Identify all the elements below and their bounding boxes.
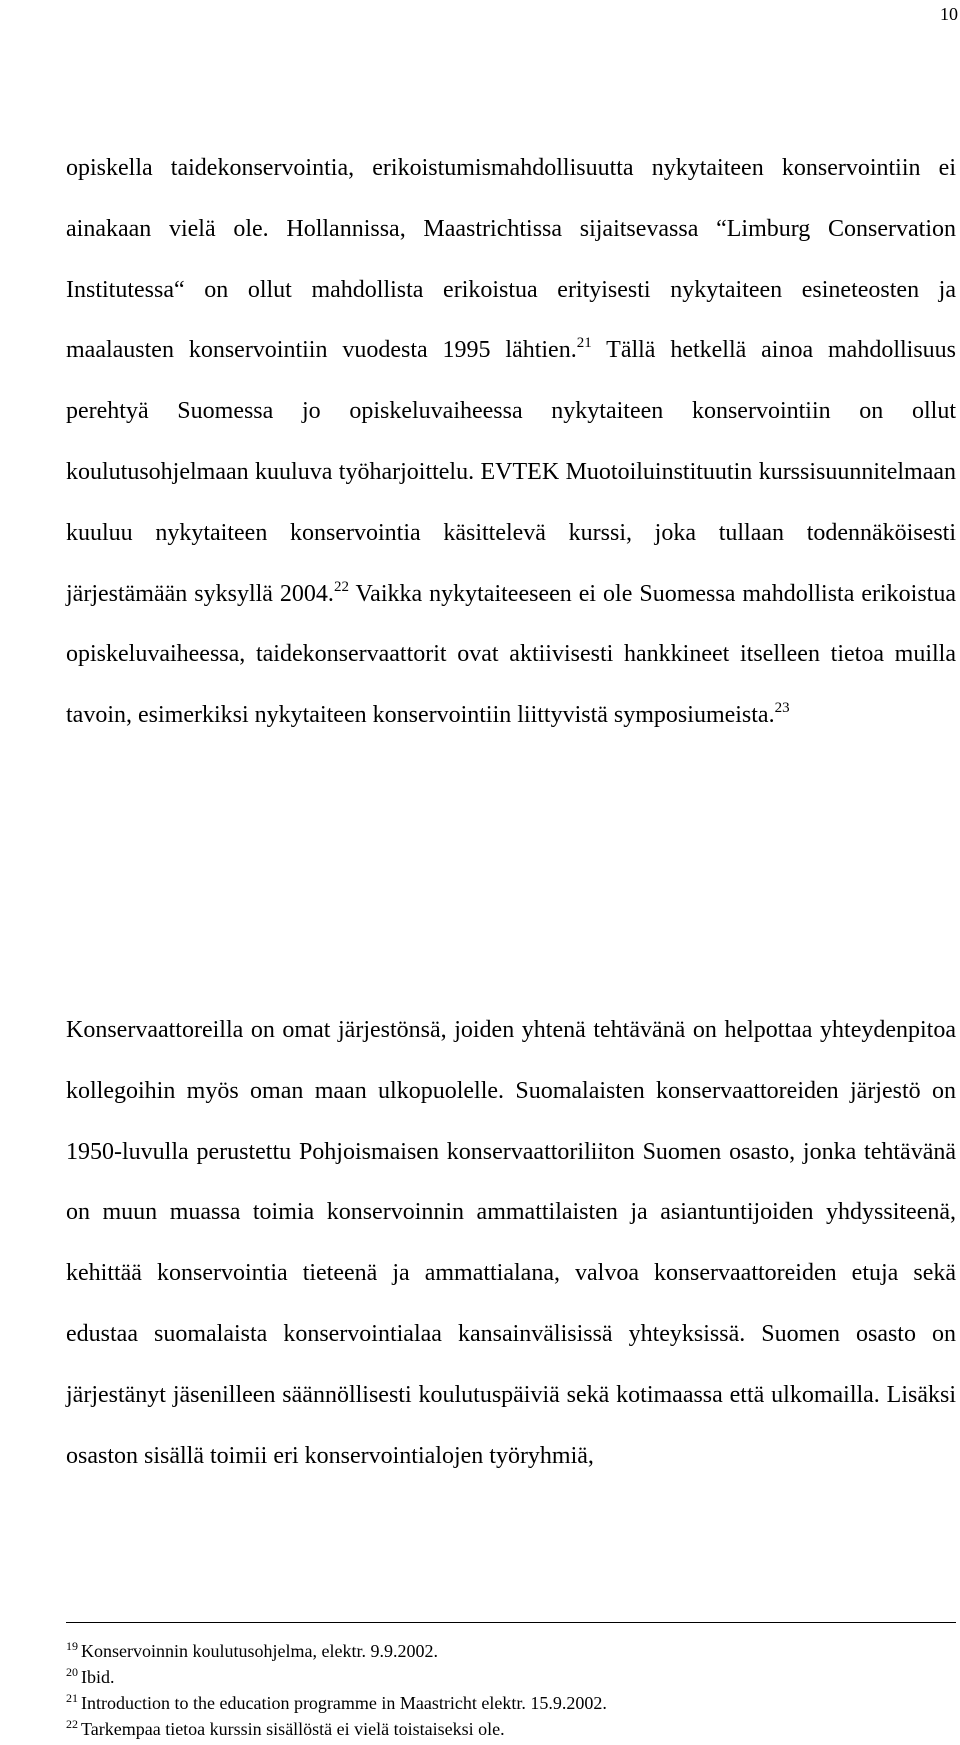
page-number: 10	[940, 4, 958, 24]
paragraph-text: Tällä hetkellä ainoa mahdollisuus perehtyä Suomessa jo opiskeluvaiheessa nykytaiteen konservointiin on ollut koulutusohjelmaan kuuluva työharjoittelu. EVTEK Muotoiluinstituutin kurssisuunnitelmaan kuuluu nykytaiteen konservointia käsittelevä kurssi, joka tullaan todennäköisesti järjestämään syksyllä 2004.	[66, 337, 956, 607]
footnote-number: 22	[66, 1717, 78, 1731]
footnote-reference[interactable]: 21	[576, 335, 592, 352]
body-paragraph-2	[66, 1000, 956, 1486]
footnote-reference[interactable]: 22	[333, 578, 349, 595]
footnotes-section	[66, 1638, 956, 1742]
footnote-number: 20	[66, 1665, 78, 1679]
footnote-text: Introduction to the education programme in Maastricht elektr. 15.9.2002.	[81, 1693, 607, 1713]
footnote-text: Tarkempaa tietoa kurssin sisällöstä ei vielä toistaiseksi ole.	[81, 1719, 505, 1739]
paragraph-text: Vaikka nykytaiteeseen ei ole Suomessa mahdollista erikoistua opiskeluvaiheessa, taidekonservaattorit ovat aktiivisesti hankkineet itselleen tietoa muilla tavoin, esimerkiksi nykytaiteen konservointiin liittyvistä symposiumeista.	[66, 580, 956, 729]
footnote-separator	[66, 1622, 956, 1623]
footnote-text: Ibid.	[81, 1667, 115, 1687]
paragraph-text: opiskella taidekonservointia, erikoistumismahdollisuutta nykytaiteen konservointiin ei ainakaan vielä ole. Hollannissa, Maastrichtissa sijaitsevassa “Limburg Conservation Institutessa“ on ollut mahdollista erikoistua erityisesti nykytaiteen esineteosten ja maalausten konservointiin vuodesta 1995 lähtien.	[66, 155, 956, 364]
footnote-item	[66, 1664, 956, 1690]
body-paragraph-1	[66, 138, 956, 746]
footnote-item	[66, 1638, 956, 1664]
footnote-text: Konservoinnin koulutusohjelma, elektr. 9.9.2002.	[81, 1641, 438, 1661]
footnote-item	[66, 1690, 956, 1716]
footnote-item	[66, 1716, 956, 1742]
paragraph-text: Konservaattoreilla on omat järjestönsä, joiden yhtenä tehtävänä on helpottaa yhteydenpitoa kollegoihin myös oman maan ulkopuolelle. Suomalaisten konservaattoreiden järjestö on 1950-luvulla perustettu Pohjoismaisen konservaattoriliiton Suomen osasto, jonka tehtävänä on muun muassa toimia konservoinnin ammattilaisten ja asiantuntijoiden yhdyssiteenä, kehittää konservointia tieteenä ja ammattialana, valvoa konservaattoreiden etuja sekä edustaa suomalaista konservointialaa kansainvälisissä yhteyksissä. Suomen osasto on järjestänyt jäsenilleen säännöllisesti koulutuspäiviä sekä kotimaassa että ulkomailla. Lisäksi osaston sisällä toimii eri konservointialojen työryhmiä,	[66, 1017, 956, 1469]
footnote-reference[interactable]: 23	[774, 700, 790, 717]
footnote-number: 19	[66, 1639, 78, 1653]
footnote-number: 21	[66, 1691, 78, 1705]
